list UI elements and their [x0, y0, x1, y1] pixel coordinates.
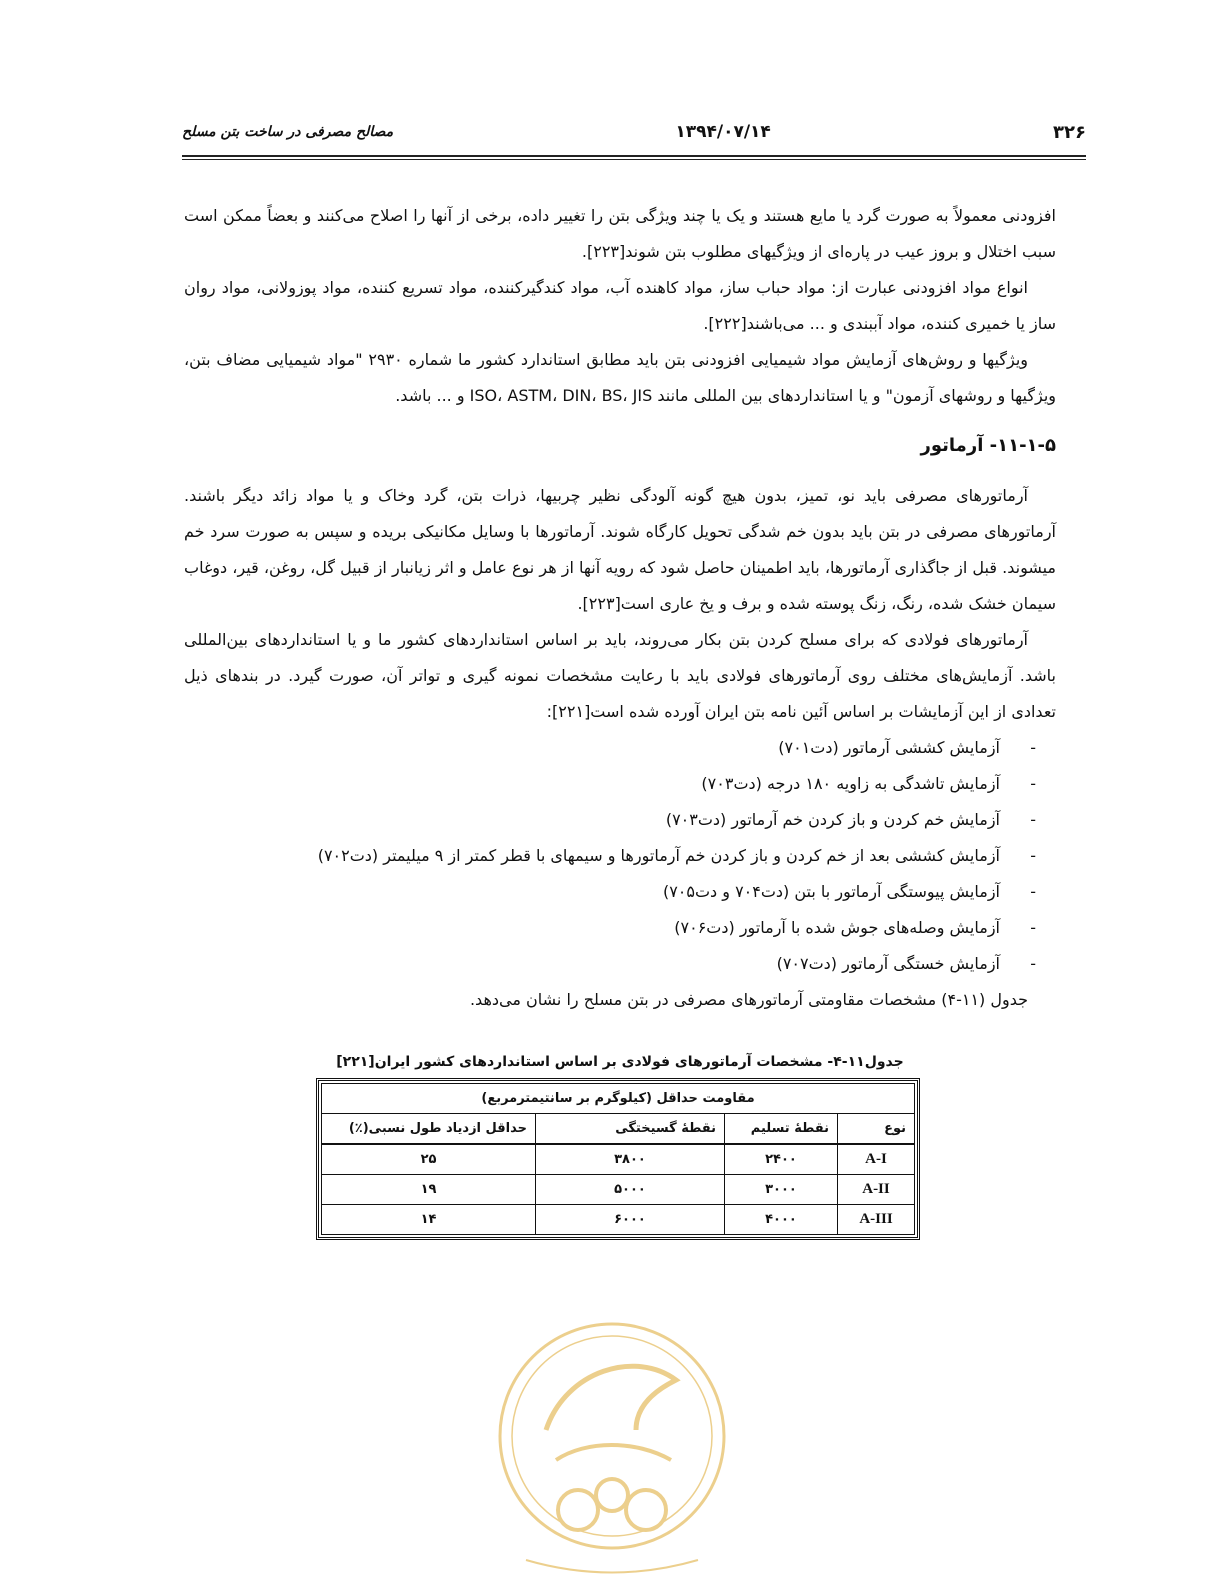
- column-header: نقطهٔ گسیختگی: [536, 1114, 725, 1145]
- table-row: [322, 1144, 915, 1175]
- paragraph: افزودنی معمولاً به صورت گرد یا مایع هستند و یک یا چند ویژگی بتن را تغییر داده، برخی از آنها را اصلاح می‌کنند و بعضاً ممکن است سبب اختلال و بروز عیب در پاره‌ای از ویژگیهای مطلوب بتن شوند[۲۲۳].: [184, 206, 1056, 261]
- paragraph: انواع مواد افزودنی عبارت از: مواد حباب ساز، مواد کاهنده آب، مواد کندگیرکننده، مواد تسریع کننده، مواد پوزولانی، مواد روان ساز یا خمیری کننده، مواد آببندی و ... می‌باشند[۲۲۲].: [184, 278, 1056, 333]
- publisher-seal-icon: [486, 1310, 738, 1584]
- list-bullet: -: [1030, 810, 1036, 829]
- paragraph: آرماتورهای فولادی که برای مسلح کردن بتن بکار می‌روند، باید بر اساس استانداردهای کشور ما و یا استانداردهای بین‌المللی باشد. آزمایش‌های مختلف روی آرماتورهای فولادی باید با رعایت مشخصات نمونه گیری و تواتر آن، صورت گیرد. در بندهای ذیل تعدادی از این آزمایشات بر اساس آئین نامه بتن ایران آورده شده است[۲۲۱]:: [184, 630, 1056, 721]
- list-bullet: -: [1030, 774, 1036, 793]
- list-bullet: -: [1030, 882, 1036, 901]
- table-cell: ۱۴: [322, 1205, 536, 1235]
- list-bullet: -: [1030, 954, 1036, 973]
- list-item: - آزمایش پیوستگی آرماتور با بتن (دت۷۰۴ و دت۷۰۵): [184, 874, 1000, 910]
- list-item: - آزمایش خم کردن و باز کردن خم آرماتور (دت۷۰۳): [184, 802, 1000, 838]
- header-rule-thick: [182, 155, 1086, 157]
- table-group-header: مقاومت حداقل (کیلوگرم بر سانتیمترمربع): [322, 1084, 915, 1114]
- list-item: - آزمایش وصله‌های جوش شده با آرماتور (دت۷۰۶): [184, 910, 1000, 946]
- header-title: مصالح مصرفی در ساخت بتن مسلح: [182, 124, 394, 140]
- table-cell: ۵۰۰۰: [536, 1175, 725, 1205]
- list-bullet: -: [1030, 918, 1036, 937]
- list-item: - آزمایش کششی بعد از خم کردن و باز کردن خم آرماتورها و سیمهای با قطر کمتر از ۹ میلیمتر (دت۷۰۲): [184, 838, 1000, 874]
- table-frame: [316, 1078, 920, 1240]
- table-cell: A-III: [838, 1205, 915, 1235]
- body-text: [184, 198, 1056, 1018]
- table-row: [322, 1205, 915, 1235]
- section-heading: ۱۱-۱-۵- آرماتور: [920, 435, 1056, 456]
- table-cell: ۲۴۰۰: [725, 1144, 838, 1175]
- table-cell: ۴۰۰۰: [725, 1205, 838, 1235]
- table-row: [322, 1175, 915, 1205]
- table-cell: ۱۹: [322, 1175, 536, 1205]
- table-cell: A-I: [838, 1144, 915, 1175]
- list-item: - آزمایش خستگی آرماتور (دت۷۰۷): [184, 946, 1000, 982]
- column-header: حداقل ازدیاد طول نسبی(٪): [322, 1114, 536, 1145]
- paragraph: ویژگیها و روش‌های آزمایش مواد شیمیایی افزودنی بتن باید مطابق استاندارد کشور ما شماره ۲۹۳۰ "مواد شیمیایی مضاف بتن، ویژگیها و روشهای آزمون" و یا استانداردهای بین المللی مانند ISO، ASTM، DIN، BS، JIS و ... باشد.: [184, 350, 1056, 405]
- table-caption: جدول۱۱-۴- مشخصات آرماتورهای فولادی بر اساس استانداردهای کشور ایران[۲۲۱]: [336, 1054, 904, 1070]
- list-item: - آزمایش تاشدگی به زاویه ۱۸۰ درجه (دت۷۰۳): [184, 766, 1000, 802]
- list-bullet: -: [1030, 738, 1036, 757]
- page-header: [182, 120, 1086, 144]
- paragraph: آرماتورهای مصرفی باید نو، تمیز، بدون هیچ گونه آلودگی نظیر چربیها، ذرات بتن، گرد وخاک و یا مواد زائد دیگر باشند. آرماتورهای مصرفی در بتن باید بدون خم شدگی تحویل کارگاه شوند. آرماتورها با وسایل مکانیکی بریده و سپس به صورت سرد خم میشوند. قبل از جاگذاری آرماتورها، باید اطمینان حاصل شود که رویه آنها از هر نوع عامل و اثر زیانبار از قبیل گل، روغن، قیر، دوغاب سیمان خشک شده، رنگ، زنگ پوسته شده و برف و یخ عاری است[۲۲۳].: [184, 486, 1056, 613]
- rebar-spec-table: [321, 1083, 915, 1235]
- list-bullet: -: [1030, 846, 1036, 865]
- column-header: نوع: [838, 1114, 915, 1145]
- test-list: [184, 730, 1056, 982]
- table-cell: ۳۸۰۰: [536, 1144, 725, 1175]
- page-number: ۳۲۶: [1053, 121, 1086, 143]
- table-cell: A-II: [838, 1175, 915, 1205]
- header-date: ۱۳۹۴/۰۷/۱۴: [675, 122, 771, 142]
- column-header: نقطهٔ تسلیم: [725, 1114, 838, 1145]
- table-cell: ۶۰۰۰: [536, 1205, 725, 1235]
- list-item: - آزمایش کششی آرماتور (دت۷۰۱): [184, 730, 1000, 766]
- table-cell: ۲۵: [322, 1144, 536, 1175]
- table-cell: ۳۰۰۰: [725, 1175, 838, 1205]
- header-rule-thin: [182, 159, 1086, 160]
- table-reference: جدول (۱۱-۴) مشخصات مقاومتی آرماتورهای مصرفی در بتن مسلح را نشان می‌دهد.: [469, 990, 1028, 1009]
